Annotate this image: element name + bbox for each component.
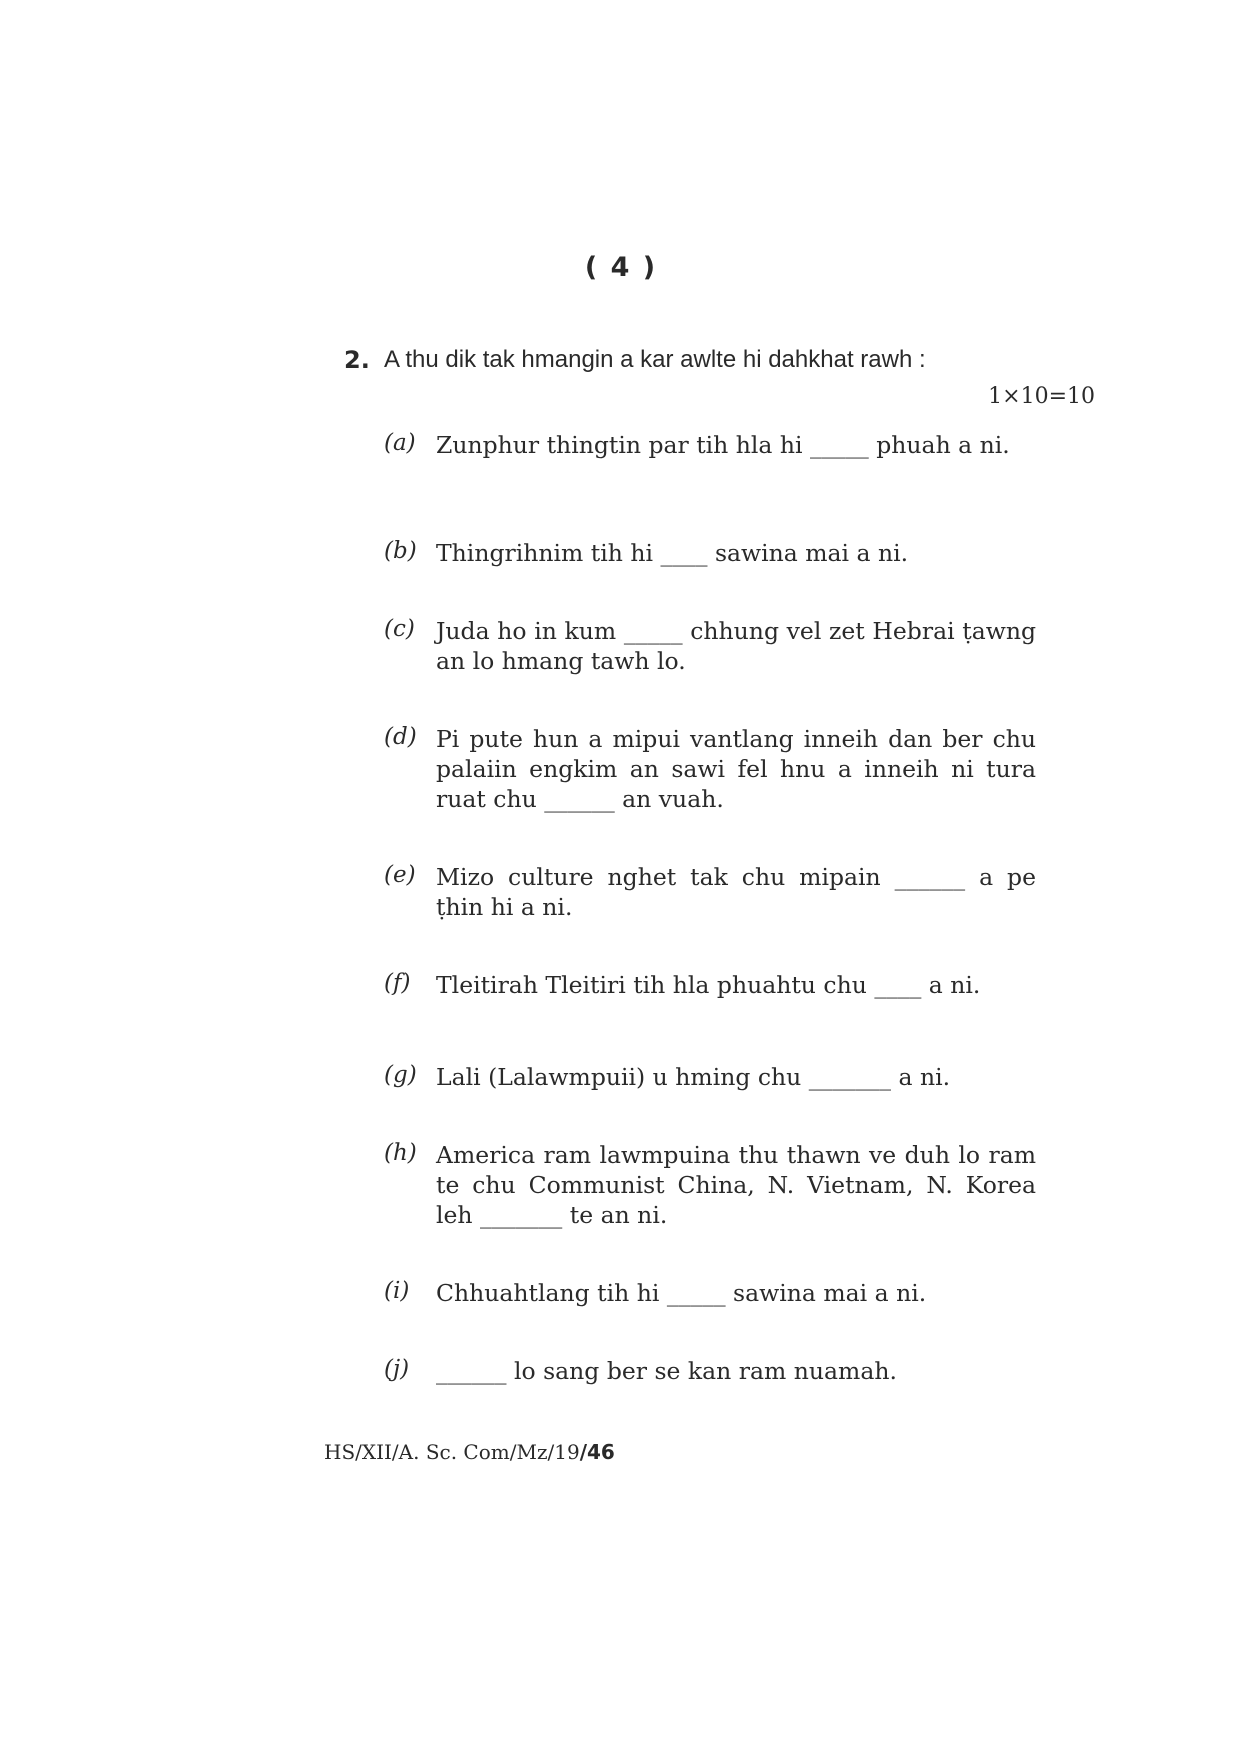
item-text: Thingrihnim tih hi ____ sawina mai a ni. bbox=[436, 539, 909, 567]
item-text: Pi pute hun a mipui vantlang inneih dan ber chu palaiin engkim an sawi fel hnu a inneih ni tura ruat chu ______ an vuah. bbox=[436, 725, 1036, 813]
item-text: Chhuahtlang tih hi _____ sawina mai a ni. bbox=[436, 1279, 927, 1307]
item-text: Tleitirah Tleitiri tih hla phuahtu chu ____ a ni. bbox=[436, 971, 981, 999]
item-label: (e) bbox=[384, 862, 416, 888]
item-label: (f) bbox=[384, 970, 411, 996]
paper-code-text: HS/XII/A. Sc. Com/Mz/19 bbox=[324, 1440, 580, 1464]
item-label: (i) bbox=[384, 1278, 410, 1304]
question-instruction: A thu dik tak hmangin a kar awlte hi dahkhat rawh : bbox=[384, 346, 926, 373]
item-label: (a) bbox=[384, 430, 416, 456]
item-label: (g) bbox=[384, 1062, 417, 1088]
item-label: (h) bbox=[384, 1140, 417, 1166]
paper-code bbox=[324, 1440, 615, 1464]
item-label: (b) bbox=[384, 538, 417, 564]
item-text: Juda ho in kum _____ chhung vel zet Hebrai ṭawng an lo hmang tawh lo. bbox=[436, 617, 1036, 675]
paper-code-suffix: /46 bbox=[579, 1440, 615, 1464]
item-label: (c) bbox=[384, 616, 415, 642]
item-label: (j) bbox=[384, 1356, 410, 1382]
item-label: (d) bbox=[384, 724, 417, 750]
item-text: Lali (Lalawmpuii) u hming chu _______ a ni. bbox=[436, 1063, 951, 1091]
item-text: America ram lawmpuina thu thawn ve duh lo ram te chu Communist China, N. Vietnam, N. Korea leh _______ te an ni. bbox=[436, 1141, 1036, 1229]
item-text: ______ lo sang ber se kan ram nuamah. bbox=[436, 1357, 897, 1385]
page-number: ( 4 ) bbox=[584, 252, 658, 283]
question-number: 2. bbox=[344, 346, 370, 374]
item-text: Mizo culture nghet tak chu mipain ______ a pe ṭhin hi a ni. bbox=[436, 863, 1036, 921]
item-text: Zunphur thingtin par tih hla hi _____ phuah a ni. bbox=[436, 431, 1010, 459]
marks-allocation: 1×10=10 bbox=[988, 384, 1095, 409]
